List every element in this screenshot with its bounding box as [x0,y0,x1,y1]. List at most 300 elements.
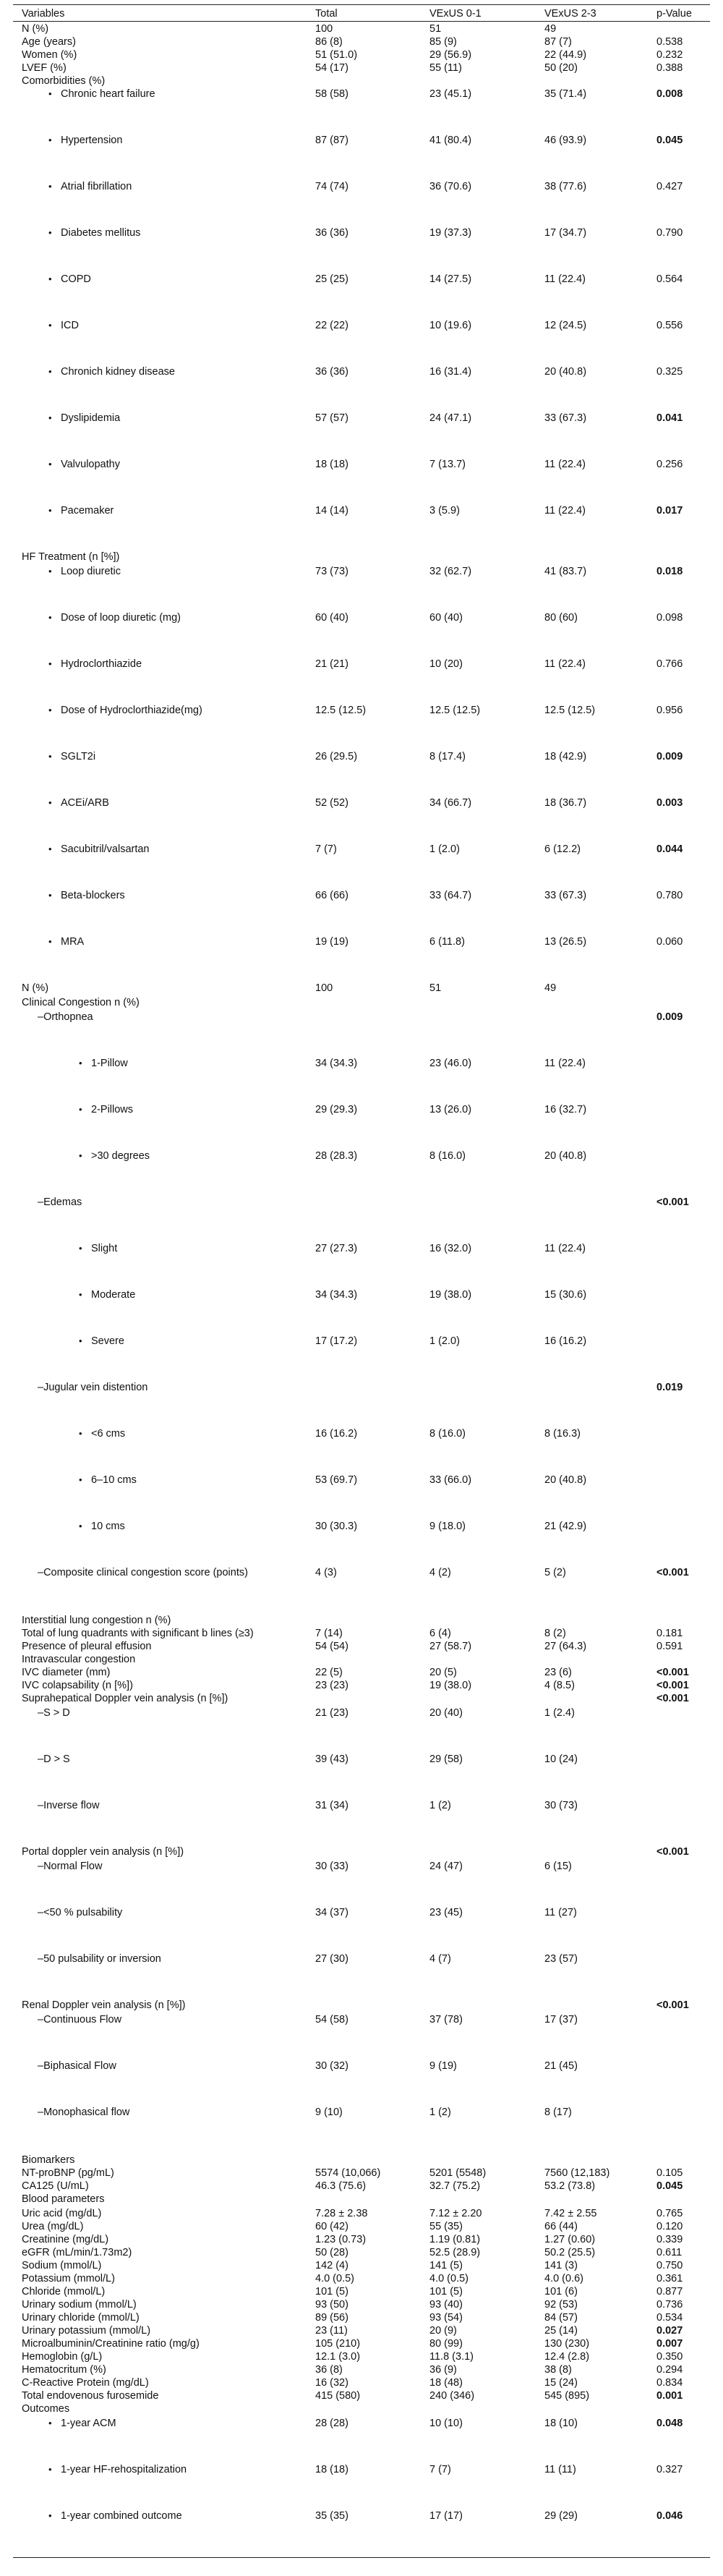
cell-vexus-2-3: 38 (8) [544,2364,572,2376]
table-row [13,2206,710,2221]
table-row [13,2363,710,2377]
cell-total: 105 (210) [315,2338,361,2350]
cell-vexus-2-3: 29 (29) [544,2510,578,2522]
cell-vexus-2-3: 80 (60) [544,612,578,624]
cell-vexus-2-3: 130 (230) [544,2338,590,2350]
cell-vexus-2-3: 7.42 ± 2.55 [544,2208,597,2219]
cell-p-value: 0.325 [656,366,683,378]
cell-variable: –Continuous Flow [38,2014,122,2025]
cell-variable: Total of lung quadrants with significant b lines (≥3) [22,1628,254,1639]
cell-variable: Hematocritum (%) [22,2364,106,2376]
cell-vexus-2-3: 11 (22.4) [544,505,586,517]
cell-variable: • SGLT2i [61,749,95,764]
cell-vexus-0-1: 51 [429,982,442,994]
cell-vexus-0-1: 85 (9) [429,36,457,48]
cell-total: 28 (28) [315,2418,348,2429]
cell-p-value: 0.750 [656,2260,683,2271]
cell-vexus-0-1: 36 (70.6) [429,181,472,192]
cell-p-value: 0.009 [656,1011,683,1023]
cell-vexus-0-1: 7 (7) [429,2464,451,2475]
cell-total: 30 (30.3) [315,1521,358,1532]
cell-variable: • MRA [61,935,84,949]
cell-variable: • 1-year combined outcome [61,2509,182,2523]
cell-vexus-2-3: 15 (30.6) [544,1289,587,1301]
cell-variable: Outcomes [22,2403,70,2415]
cell-variable: Intravascular congestion [22,1654,136,1665]
cell-variable: Chloride (mmol/L) [22,2286,106,2297]
cell-vexus-2-3: 49 [544,23,557,35]
cell-total: 52 (52) [315,797,348,809]
cell-variable: Age (years) [22,36,76,48]
cell-variable: Uric acid (mg/dL) [22,2208,102,2219]
cell-vexus-0-1: 19 (38.0) [429,1680,472,1691]
cell-variable: • Sacubitril/valsartan [61,842,150,856]
cell-vexus-2-3: 84 (57) [544,2312,578,2324]
table-row [13,1241,710,1256]
cell-vexus-2-3: 5 (2) [544,1567,566,1578]
cell-vexus-2-3: 101 (6) [544,2286,578,2297]
cell-vexus-2-3: 6 (12.2) [544,843,581,855]
cell-vexus-2-3: 12.4 (2.8) [544,2351,590,2363]
cell-p-value: 0.956 [656,705,683,716]
cell-vexus-0-1: 14 (27.5) [429,273,472,285]
cell-total: 54 (58) [315,2014,348,2025]
cell-total: 89 (56) [315,2312,348,2324]
cell-variable: Interstitial lung congestion n (%) [22,1615,171,1626]
cell-variable: • Pacemaker [61,503,114,518]
cell-total: 100 [315,982,333,994]
cell-vexus-2-3: 6 (15) [544,1861,572,1872]
cell-total: 54 (17) [315,62,348,74]
cell-vexus-0-1: 16 (31.4) [429,366,472,378]
cell-variable: Comorbidities (%) [22,75,106,87]
cell-total: 27 (30) [315,1953,348,1965]
cell-variable: Potassium (mmol/L) [22,2273,115,2284]
data-table [13,0,710,2576]
cell-total: 100 [315,23,333,35]
cell-vexus-2-3: 25 (14) [544,2325,578,2337]
cell-p-value: 0.564 [656,273,683,285]
cell-vexus-2-3: 11 (22.4) [544,273,586,285]
table-row [13,1706,710,1720]
cell-vexus-0-1: 10 (20) [429,658,463,670]
cell-vexus-2-3: 23 (6) [544,1667,572,1678]
cell-vexus-0-1: 1 (2.0) [429,843,460,855]
cell-total: 4 (3) [315,1567,337,1578]
table-row [13,1905,710,1920]
cell-p-value: <0.001 [656,1667,689,1678]
cell-total: 74 (74) [315,181,348,192]
table-row [13,981,710,995]
table-row [13,1519,710,1534]
cell-vexus-0-1: 11.8 (3.1) [429,2351,474,2363]
cell-vexus-0-1: 18 (48) [429,2377,463,2389]
cell-variable: C-Reactive Protein (mg/dL) [22,2377,149,2389]
cell-vexus-0-1: 23 (46.0) [429,1058,472,1069]
cell-p-value: 0.736 [656,2299,683,2311]
table-row [13,1334,710,1348]
cell-p-value: 0.019 [656,1382,683,1393]
cell-variable: Urinary chloride (mmol/L) [22,2312,140,2324]
cell-total: 34 (34.3) [315,1058,358,1069]
cell-p-value: 0.001 [656,2390,683,2402]
cell-variable: –Orthopnea [38,1011,93,1023]
table-row [13,2245,710,2260]
cell-vexus-0-1: 240 (346) [429,2390,475,2402]
cell-vexus-2-3: 16 (32.7) [544,1104,587,1115]
table-row [13,1752,710,1767]
table-row [13,2350,710,2364]
cell-vexus-0-1: 33 (64.7) [429,890,472,901]
cell-vexus-2-3: 141 (3) [544,2260,578,2271]
cell-total: 93 (50) [315,2299,348,2311]
cell-total: 50 (28) [315,2247,348,2258]
cell-variable: • Dose of loop diuretic (mg) [61,611,181,625]
table-row [13,1998,710,2012]
cell-p-value: 0.045 [656,2180,683,2192]
table-row [13,22,710,36]
cell-vexus-0-1: 29 (58) [429,1754,463,1765]
table-row [13,61,710,75]
cell-variable: Renal Doppler vein analysis (n [%]) [22,1999,186,2011]
cell-variable: • Beta-blockers [61,888,125,903]
cell-total: 87 (87) [315,135,348,146]
cell-vexus-2-3: 30 (73) [544,1800,578,1811]
cell-vexus-0-1: 32.7 (75.2) [429,2180,481,2192]
header-vexus-0-1: VExUS 0-1 [429,8,482,20]
table-row [13,1626,710,1641]
cell-vexus-0-1: 9 (19) [429,2060,457,2072]
cell-p-value: 0.538 [656,36,683,48]
cell-total: 36 (8) [315,2364,343,2376]
cell-variable: • 10 cms [91,1519,125,1534]
cell-total: 30 (33) [315,1861,348,1872]
cell-total: 9 (10) [315,2107,343,2118]
cell-vexus-0-1: 93 (40) [429,2299,463,2311]
cell-p-value: <0.001 [656,1567,689,1578]
table-row [13,611,710,625]
cell-variable: • Loop diuretic [61,564,121,579]
cell-variable: CA125 (U/mL) [22,2180,89,2192]
table-row [13,2105,710,2120]
table-row [13,796,710,810]
cell-vexus-0-1: 19 (37.3) [429,227,472,239]
cell-variable: Women (%) [22,49,77,61]
cell-vexus-2-3: 50 (20) [544,62,578,74]
cell-total: 14 (14) [315,505,348,517]
table-row [13,1652,710,1667]
table-row [13,2462,710,2477]
cell-variable: Urea (mg/dL) [22,2221,84,2232]
cell-vexus-0-1: 32 (62.7) [429,566,472,577]
cell-vexus-2-3: 17 (37) [544,2014,578,2025]
cell-vexus-0-1: 23 (45) [429,1907,463,1918]
cell-variable: –<50 % pulsability [38,1907,123,1918]
cell-vexus-0-1: 5201 (5548) [429,2167,487,2179]
cell-vexus-0-1: 4 (2) [429,1567,451,1578]
cell-variable: –Biphasical Flow [38,2060,116,2072]
cell-vexus-0-1: 6 (11.8) [429,936,465,948]
table-row [13,995,710,1010]
cell-p-value: 0.041 [656,412,683,424]
cell-vexus-2-3: 11 (22.4) [544,1243,586,1254]
cell-vexus-0-1: 20 (9) [429,2325,457,2337]
cell-vexus-2-3: 8 (17) [544,2107,572,2118]
table-row [13,2416,710,2431]
table-row [13,2166,710,2180]
table-row [13,272,710,286]
cell-variable: Blood parameters [22,2193,105,2205]
cell-p-value: 0.045 [656,135,683,146]
cell-variable: • 2-Pillows [91,1102,133,1117]
cell-total: 30 (32) [315,2060,348,2072]
cell-vexus-2-3: 17 (34.7) [544,227,587,239]
cell-variable: –D > S [38,1754,70,1765]
cell-p-value: 0.765 [656,2208,683,2219]
cell-vexus-2-3: 92 (53) [544,2299,578,2311]
table-row [13,2284,710,2299]
table-row [13,2192,710,2206]
table-row [13,657,710,671]
cell-vexus-0-1: 3 (5.9) [429,505,460,517]
cell-total: 4.0 (0.5) [315,2273,354,2284]
table-row [13,1691,710,1706]
table-bottom-rule [13,2557,710,2558]
cell-total: 86 (8) [315,36,343,48]
cell-vexus-2-3: 22 (44.9) [544,49,587,61]
table-row [13,2297,710,2312]
cell-p-value: 0.339 [656,2234,683,2245]
table-row [13,2153,710,2167]
table-row [13,2337,710,2351]
cell-vexus-0-1: 51 [429,23,442,35]
cell-p-value: 0.361 [656,2273,683,2284]
cell-vexus-2-3: 11 (27) [544,1907,577,1918]
cell-p-value: 0.256 [656,459,683,470]
cell-vexus-0-1: 19 (38.0) [429,1289,472,1301]
table-row [13,2219,710,2234]
cell-vexus-2-3: 8 (2) [544,1628,566,1639]
cell-variable: –Edemas [38,1196,82,1208]
cell-p-value: 0.008 [656,88,683,100]
table-row [13,411,710,425]
cell-vexus-2-3: 11 (22.4) [544,658,586,670]
cell-vexus-2-3: 38 (77.6) [544,181,587,192]
cell-vexus-0-1: 10 (19.6) [429,320,472,331]
table-row [13,1798,710,1813]
cell-variable: HF Treatment (n [%]) [22,551,120,563]
cell-total: 54 (54) [315,1641,348,1652]
cell-variable: –Composite clinical congestion score (points) [38,1567,248,1578]
cell-total: 7 (14) [315,1628,343,1639]
cell-total: 60 (42) [315,2221,348,2232]
table-row [13,2179,710,2193]
cell-total: 53 (69.7) [315,1474,358,1486]
cell-variable: • >30 degrees [91,1149,150,1163]
cell-vexus-0-1: 7 (13.7) [429,459,466,470]
table-row [13,1427,710,1441]
table-row [13,503,710,518]
cell-vexus-2-3: 15 (24) [544,2377,578,2389]
table-row [13,2376,710,2390]
table-row [13,2389,710,2403]
cell-variable: Hemoglobin (g/L) [22,2351,103,2363]
table-row [13,1010,710,1024]
cell-vexus-2-3: 35 (71.4) [544,88,587,100]
cell-vexus-0-1: 33 (66.0) [429,1474,472,1486]
cell-vexus-0-1: 6 (4) [429,1628,451,1639]
cell-vexus-2-3: 4.0 (0.6) [544,2273,583,2284]
cell-vexus-2-3: 23 (57) [544,1953,578,1965]
cell-p-value: 0.327 [656,2464,683,2475]
cell-vexus-0-1: 93 (54) [429,2312,463,2324]
cell-p-value: 0.834 [656,2377,683,2389]
cell-vexus-0-1: 141 (5) [429,2260,463,2271]
cell-vexus-2-3: 66 (44) [544,2221,578,2232]
cell-p-value: 0.556 [656,320,683,331]
cell-variable: • Atrial fibrillation [61,179,132,194]
table-row [13,1195,710,1210]
cell-vexus-0-1: 13 (26.0) [429,1104,472,1115]
cell-p-value: 0.003 [656,797,683,809]
cell-p-value: 0.044 [656,843,683,855]
cell-vexus-2-3: 53.2 (73.8) [544,2180,596,2192]
cell-variable: LVEF (%) [22,62,67,74]
cell-total: 57 (57) [315,412,348,424]
cell-total: 22 (5) [315,1667,343,1678]
cell-vexus-2-3: 10 (24) [544,1754,578,1765]
cell-vexus-0-1: 36 (9) [429,2364,457,2376]
table-row [13,888,710,903]
cell-total: 35 (35) [315,2510,348,2522]
cell-vexus-2-3: 18 (36.7) [544,797,587,809]
cell-variable: • Hypertension [61,133,122,148]
cell-p-value: 0.027 [656,2325,683,2337]
cell-total: 60 (40) [315,612,348,624]
table-row [13,842,710,856]
cell-variable: Sodium (mmol/L) [22,2260,102,2271]
cell-p-value: 0.611 [656,2247,683,2258]
table-row [13,1473,710,1487]
cell-total: 66 (66) [315,890,348,901]
cell-total: 101 (5) [315,2286,348,2297]
table-row [13,2258,710,2273]
cell-variable: • ACEi/ARB [61,796,109,810]
cell-variable: –Inverse flow [38,1800,100,1811]
cell-vexus-0-1: 8 (16.0) [429,1428,466,1440]
cell-total: 22 (22) [315,320,348,331]
cell-vexus-2-3: 11 (22.4) [544,459,586,470]
cell-variable: eGFR (mL/min/1.73m2) [22,2247,132,2258]
cell-total: 36 (36) [315,366,348,378]
cell-vexus-2-3: 1 (2.4) [544,1707,575,1719]
cell-total: 18 (18) [315,459,348,470]
cell-vexus-0-1: 24 (47) [429,1861,463,1872]
table-row [13,2012,710,2027]
cell-total: 7 (7) [315,843,337,855]
cell-total: 23 (23) [315,1680,348,1691]
cell-variable: Clinical Congestion n (%) [22,997,140,1008]
cell-total: 28 (28.3) [315,1150,358,1162]
cell-variable: • Slight [91,1241,117,1256]
cell-variable: Urinary sodium (mmol/L) [22,2299,137,2311]
table-row [13,87,710,101]
cell-total: 29 (29.3) [315,1104,358,1115]
cell-p-value: <0.001 [656,1999,689,2011]
cell-variable: Urinary potassium (mmol/L) [22,2325,151,2337]
table-row [13,1149,710,1163]
table-row [13,179,710,194]
cell-vexus-2-3: 21 (45) [544,2060,578,2072]
cell-p-value: 0.766 [656,658,683,670]
cell-total: 46.3 (75.6) [315,2180,367,2192]
table-row [13,2311,710,2325]
cell-vexus-2-3: 49 [544,982,557,994]
cell-vexus-2-3: 18 (42.9) [544,751,587,762]
table-row [13,1102,710,1117]
header-total: Total [315,8,338,20]
cell-p-value: 0.877 [656,2286,683,2297]
table-row [13,1056,710,1071]
cell-vexus-0-1: 41 (80.4) [429,135,472,146]
table-row [13,74,710,88]
table-row [13,365,710,379]
cell-p-value: 0.046 [656,2510,683,2522]
table-row [13,1952,710,1966]
cell-variable: –S > D [38,1707,70,1719]
cell-variable: –Monophasical flow [38,2107,130,2118]
cell-total: 51 (51.0) [315,49,358,61]
table-row [13,48,710,62]
cell-vexus-2-3: 13 (26.5) [544,936,587,948]
cell-total: 18 (18) [315,2464,348,2475]
cell-total: 23 (11) [315,2325,348,2337]
cell-variable: • 1-year HF-rehospitalization [61,2462,187,2477]
cell-variable: • Moderate [91,1288,135,1302]
cell-p-value: 0.427 [656,181,683,192]
cell-vexus-0-1: 24 (47.1) [429,412,472,424]
cell-vexus-0-1: 1 (2) [429,2107,451,2118]
cell-variable: –Normal Flow [38,1861,103,1872]
cell-total: 5574 (10,066) [315,2167,381,2179]
cell-total: 1.23 (0.73) [315,2234,367,2245]
cell-p-value: 0.009 [656,751,683,762]
cell-vexus-2-3: 545 (895) [544,2390,590,2402]
table-row [13,550,710,564]
cell-variable: • ICD [61,318,79,333]
cell-total: 7.28 ± 2.38 [315,2208,368,2219]
cell-total: 415 (580) [315,2390,361,2402]
cell-total: 12.1 (3.0) [315,2351,361,2363]
cell-vexus-0-1: 4.0 (0.5) [429,2273,469,2284]
cell-p-value: <0.001 [656,1196,689,1208]
cell-vexus-2-3: 8 (16.3) [544,1428,581,1440]
cell-p-value: 0.534 [656,2312,683,2324]
cell-p-value: 0.120 [656,2221,683,2232]
cell-total: 73 (73) [315,566,348,577]
cell-p-value: 0.017 [656,505,683,517]
cell-variable: Creatinine (mg/dL) [22,2234,109,2245]
cell-vexus-0-1: 27 (58.7) [429,1641,472,1652]
table-row [13,1678,710,1693]
cell-vexus-0-1: 80 (99) [429,2338,463,2350]
cell-vexus-2-3: 27 (64.3) [544,1641,587,1652]
cell-variable: N (%) [22,23,49,35]
cell-vexus-2-3: 7560 (12,183) [544,2167,610,2179]
cell-vexus-0-1: 1 (2) [429,1800,451,1811]
cell-total: 142 (4) [315,2260,348,2271]
cell-variable: • 1-Pillow [91,1056,128,1071]
